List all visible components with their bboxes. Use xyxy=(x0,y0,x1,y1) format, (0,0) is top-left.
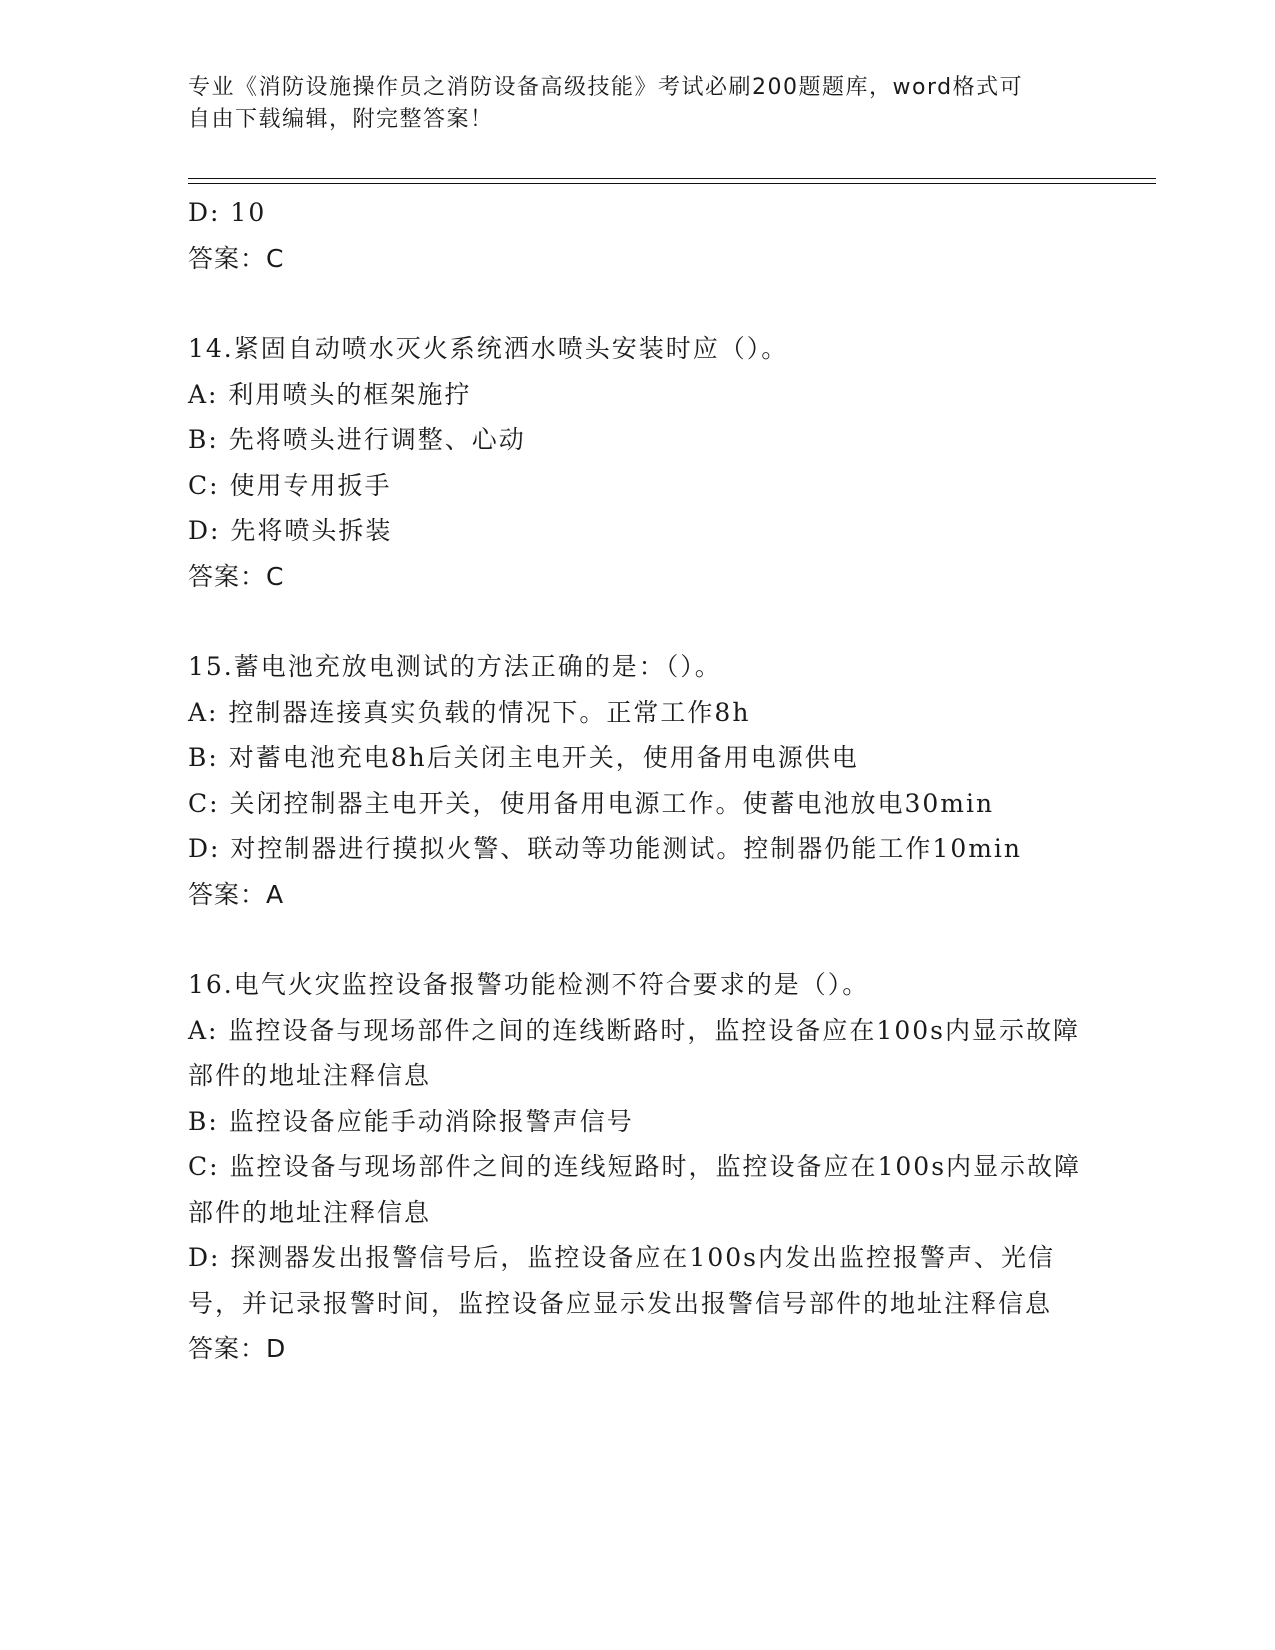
answer-line: 答案：D xyxy=(188,1334,287,1363)
option-d: D: 探测器发出报警信号后，监控设备应在100s内发出监控报警声、光信号，并记录报警时间，监控设备应显示发出报警信号部件的地址注释信息 xyxy=(188,1243,1055,1318)
header-title-line2: 自由下载编辑，附完整答案！ xyxy=(188,107,494,132)
header-title-line1: 专业《消防设施操作员之消防设备高级技能》考试必刷200题题库，word格式可 xyxy=(188,75,1024,100)
spacer xyxy=(188,599,1088,644)
question-content xyxy=(188,190,1088,1372)
previous-question-tail xyxy=(188,190,1088,281)
spacer xyxy=(188,917,1088,962)
option-d: D: 10 xyxy=(188,198,267,227)
option-c: C: 关闭控制器主电开关，使用备用电源工作。使蓄电池放电30min xyxy=(188,788,995,818)
header-divider-top xyxy=(188,178,1156,179)
question-stem: 14.紧固自动喷水灭火系统洒水喷头安装时应（）。 xyxy=(188,334,789,363)
option-c: C: 监控设备与现场部件之间的连线短路时，监控设备应在100s内显示故障部件的地址注释信息 xyxy=(188,1152,1082,1227)
option-b: B: 对蓄电池充电8h后关闭主电开关，使用备用电源供电 xyxy=(188,743,859,772)
option-a: A: 监控设备与现场部件之间的连线断路时，监控设备应在100s内显示故障部件的地址注释信息 xyxy=(188,1015,1080,1090)
question-stem: 15.蓄电池充放电测试的方法正确的是：（）。 xyxy=(188,652,722,681)
question-15 xyxy=(188,644,1088,917)
answer-line: 答案：A xyxy=(188,879,285,909)
question-14 xyxy=(188,326,1088,599)
answer-line: 答案：C xyxy=(188,243,285,273)
spacer xyxy=(188,281,1088,326)
option-c: C: 使用专用扳手 xyxy=(188,470,392,500)
option-a: A: 控制器连接真实负载的情况下。正常工作8h xyxy=(188,697,751,727)
page-header xyxy=(188,72,1088,136)
question-16 xyxy=(188,962,1088,1372)
answer-line: 答案：C xyxy=(188,561,285,591)
header-divider-bottom xyxy=(188,183,1156,184)
option-b: B: 先将喷头进行调整、心动 xyxy=(188,425,526,454)
option-a: A: 利用喷头的框架施拧 xyxy=(188,379,472,409)
question-stem: 16.电气火灾监控设备报警功能检测不符合要求的是（）。 xyxy=(188,970,870,999)
option-d: D: 先将喷头拆装 xyxy=(188,516,393,545)
option-b: B: 监控设备应能手动消除报警声信号 xyxy=(188,1106,634,1136)
option-d: D: 对控制器进行摸拟火警、联动等功能测试。控制器仍能工作10min xyxy=(188,834,1023,863)
